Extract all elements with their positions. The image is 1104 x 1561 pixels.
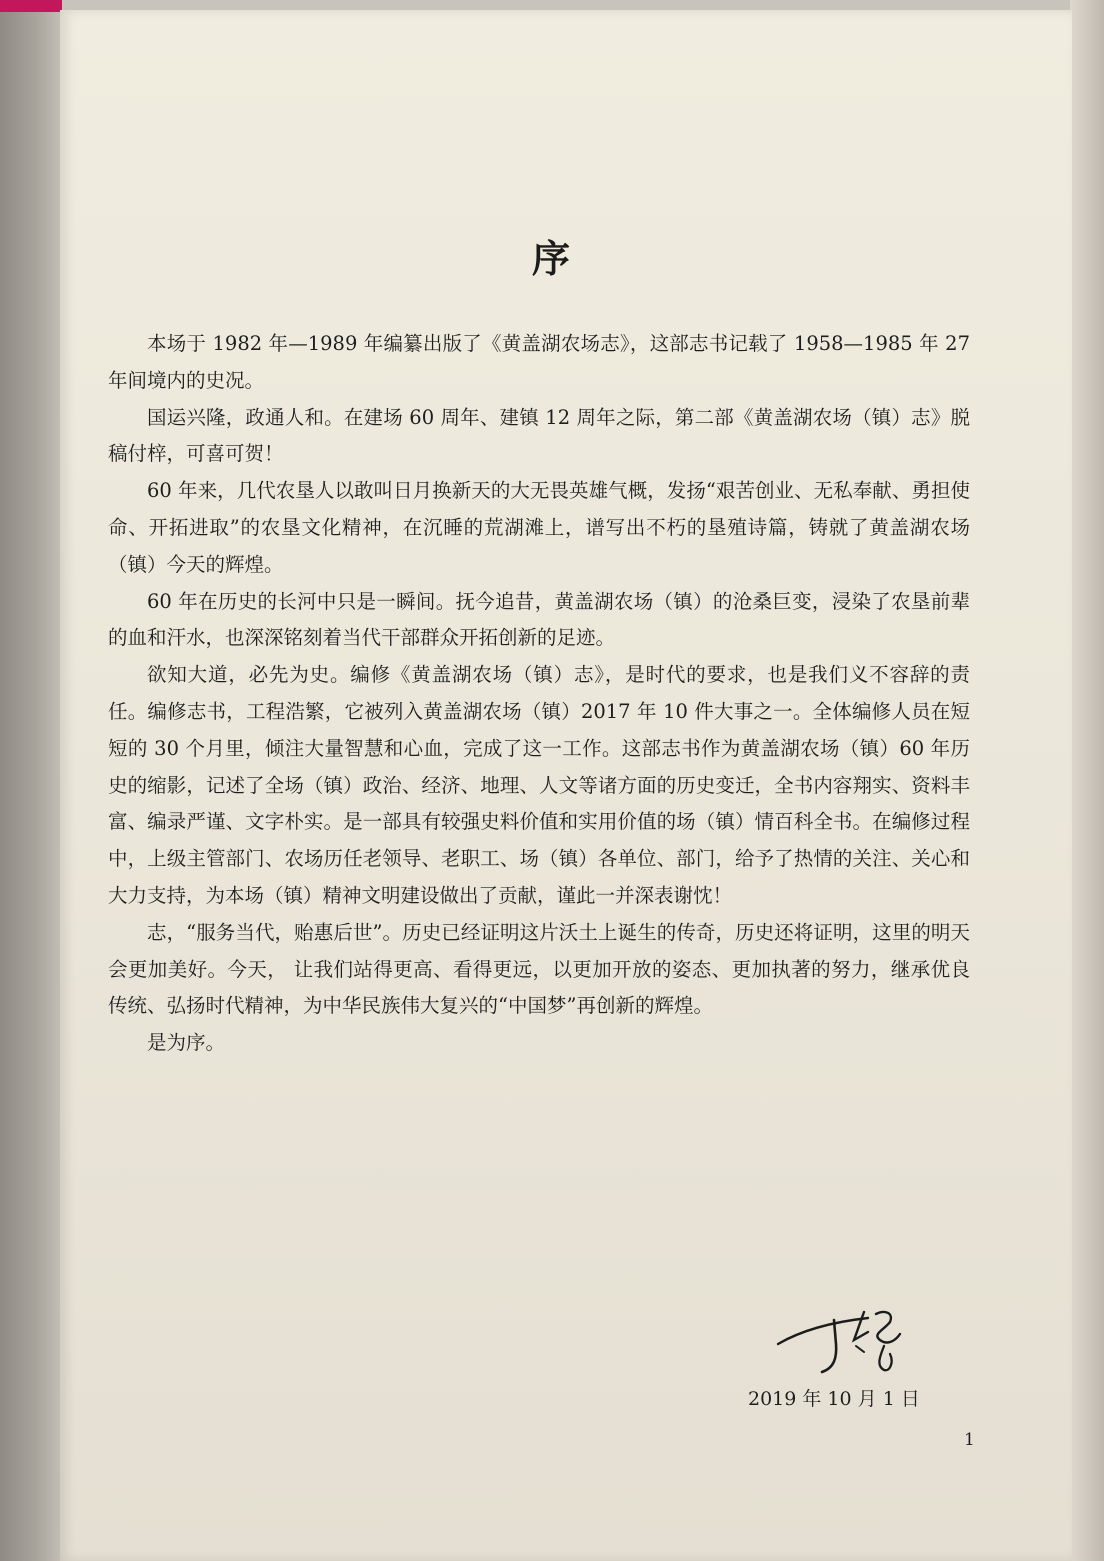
preface-date: 2019 年 10 月 1 日 [748,1388,920,1410]
paragraph-closing: 是为序。 [147,1031,226,1055]
page-title: 序 [531,237,572,281]
paragraph-6: 志，“服务当代，贻惠后世”。历史已经证明这片沃土上诞生的传奇，历史还将证明，这里的明天会更加美好。今天， 让我们站得更高、看得更远，以更加开放的姿态、更加执著的努力，继承优良传统、弘扬时代精神，为中华民族伟大复兴的“中国梦”再创新的辉煌。 [108,920,970,1018]
book-cover-corner [0,0,62,12]
paragraph-3: 60 年来，几代农垦人以敢叫日月换新天的大无畏英雄气概，发扬“艰苦创业、无私奉献、勇担使命、开拓进取”的农垦文化精神，在沉睡的荒湖滩上，谱写出不朽的垦殖诗篇，铸就了黄盖湖农场（镇）今天的辉煌。 [108,479,970,576]
paragraph-4: 60 年在历史的长河中只是一瞬间。抚今追昔，黄盖湖农场（镇）的沧桑巨变，浸染了农垦前辈的血和汗水，也深深铭刻着当代干部群众开拓创新的足迹。 [108,589,970,650]
handwritten-signature [772,1300,922,1380]
paragraph-2: 国运兴隆，政通人和。在建场 60 周年、建镇 12 周年之际，第二部《黄盖湖农场（镇）志》脱稿付梓，可喜可贺！ [108,405,970,466]
page-number: 1 [964,1430,975,1450]
preface-body [108,326,970,1062]
paragraph-1: 本场于 1982 年—1989 年编纂出版了《黄盖湖农场志》，这部志书记载了 1958—1985 年 27 年间境内的史况。 [108,332,970,392]
paragraph-5: 欲知大道，必先为史。编修《黄盖湖农场（镇）志》，是时代的要求，也是我们义不容辞的责任。编修志书，工程浩繁，它被列入黄盖湖农场（镇）2017 年 10 件大事之一。全体编修人员在短短的 30 个月里，倾注大量智慧和心血，完成了这一工作。这部志书作为黄盖湖农场（镇）60 年历史的缩影，记述了全场（镇）政治、经济、地理、人文等诸方面的历史变迁，全书内容翔实、资料丰富、编录严谨、文字朴实。是一部具有较强史料价值和实用价值的场（镇）情百科全书。在编修过程中，上级主管部门、农场历任老领导、老职工、场（镇）各单位、部门，给予了热情的关注、关心和大力支持，为本场（镇）精神文明建设做出了贡献，谨此一并深表谢忱！ [108,663,970,907]
